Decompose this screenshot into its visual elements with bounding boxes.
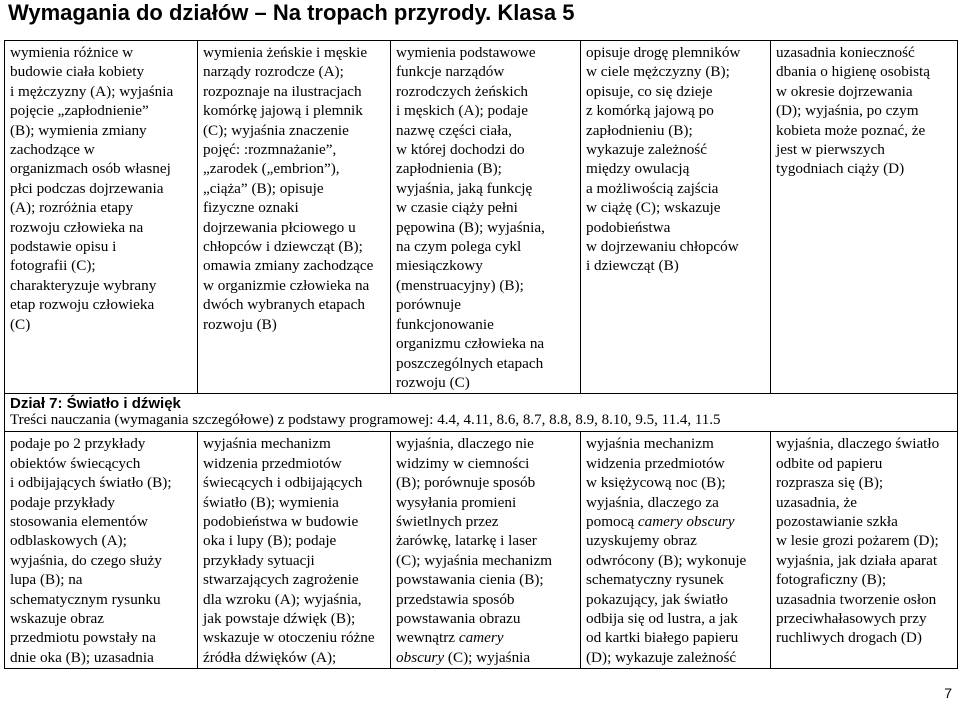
cell-text: wyjaśnia mechanizm widzenia przedmiotów w księżycową noc (B); wyjaśnia, dlaczego za pomocą: [586, 435, 726, 530]
requirements-table: [4, 40, 958, 669]
page-number: 7: [944, 685, 952, 701]
cell-grade-4: wymienia podstawowe funkcje narządów rozrodczych żeńskich i męskich (A); podaje nazwę części ciała, w której dochodzi do zapłodnienia (B); wyjaśnia, jaką funkcję w czasie ciąży pełni pępowina (B); wyjaśnia, na czym polega cykl miesiączkowy (menstruacyjny) (B); porównuje funkcjonowanie organizmu człowieka na poszczególnych etapach rozwoju (C): [391, 41, 581, 394]
italic-term: camery obscury: [637, 512, 735, 530]
italic-term: camery: [458, 629, 504, 647]
cell-text: (C); wyjaśnia: [444, 648, 531, 666]
cell-grade-5: [581, 432, 771, 669]
cell-grade-6: uzasadnia konieczność dbania o higienę osobistą w okresie dojrzewania (D); wyjaśnia, po czym kobieta może poznać, że jest w pierwszych tygodniach ciąży (D): [771, 41, 958, 394]
section-header-row: [5, 394, 958, 432]
cell-grade-3: wymienia żeńskie i męskie narządy rozrodcze (A); rozpoznaje na ilustracjach komórkę jajową i plemnik (C); wyjaśnia znaczenie pojęć: :rozmnażanie”, „zarodek („embrion”), „ciąża” (B); opisuje fizyczne oznaki dojrzewania płciowego u chłopców i dziewcząt (B); omawia zmiany zachodzące w organizmie człowieka na dwóch wybranych etapach rozwoju (B): [198, 41, 391, 394]
italic-term: obscury: [396, 648, 445, 666]
cell-grade-2: wymienia różnice w budowie ciała kobiety i mężczyzny (A); wyjaśnia pojęcie „zapłodnienie” (B); wymienia zmiany zachodzące w organizmach osób własnej płci podczas dojrzewania (A); rozróżnia etapy rozwoju człowieka na podstawie opisu i fotografii (C); charakteryzuje wybrany etap rozwoju człowieka (C): [5, 41, 198, 394]
cell-grade-2: podaje po 2 przykłady obiektów świecących i odbijających światło (B); podaje przykłady stosowania elementów odblaskowych (A); wyjaśnia, do czego służy lupa (B); na schematycznym rysunku wskazuje obraz przedmiotu powstały na dnie oka (B); uzasadnia: [5, 432, 198, 669]
cell-grade-5: opisuje drogę plemników w ciele mężczyzny (B); opisuje, co się dzieje z komórką jajową po zapłodnieniu (B); wykazuje zależność między owulacją a możliwością zajścia w ciążę (C); wskazuje podobieństwa w dojrzewaniu chłopców i dziewcząt (B): [581, 41, 771, 394]
cell-text: uzyskujemy obraz odwrócony (B); wykonuje schematyczny rysunek pokazujący, jak światło odbija się od lustra, a jak od kartki białego papieru (D); wykazuje zależność: [586, 532, 747, 666]
table-row: [5, 432, 958, 669]
section-title: Dział 7: Światło i dźwięk: [10, 395, 181, 413]
cell-grade-3: wyjaśnia mechanizm widzenia przedmiotów świecących i odbijających światło (B); wymienia podobieństwa w budowie oka i lupy (B); podaje przykłady sytuacji stwarzających zagrożenie dla wzroku (A); wyjaśnia, jak powstaje dźwięk (B); wskazuje w otoczeniu różne źródła dźwięków (A);: [198, 432, 391, 669]
section-header: [5, 394, 958, 432]
table-row: [5, 41, 958, 394]
cell-text: wyjaśnia, dlaczego nie widzimy w ciemności (B); porównuje sposób wysyłania promieni świetlnych przez żarówkę, latarkę i laser (C); wyjaśnia mechanizm powstawania cienia (B); przedstawia sposób powstawania obrazu wewnątrz: [396, 435, 553, 647]
section-subtitle: Treści nauczania (wymagania szczegółowe) z podstawy programowej: 4.4, 4.11, 8.6, 8.7, 8.8, 8.9, 8.10, 9.5, 11.4, 11.5: [10, 412, 721, 429]
page-title: Wymagania do działów – Na tropach przyrody. Klasa 5: [8, 0, 575, 25]
cell-grade-4: [391, 432, 581, 669]
cell-grade-6: wyjaśnia, dlaczego światło odbite od papieru rozprasza się (B); uzasadnia, że pozostawianie szkła w lesie grozi pożarem (D); wyjaśnia, jak działa aparat fotograficzny (B); uzasadnia tworzenie osłon przeciwhałasowych przy ruchliwych drogach (D): [771, 432, 958, 669]
